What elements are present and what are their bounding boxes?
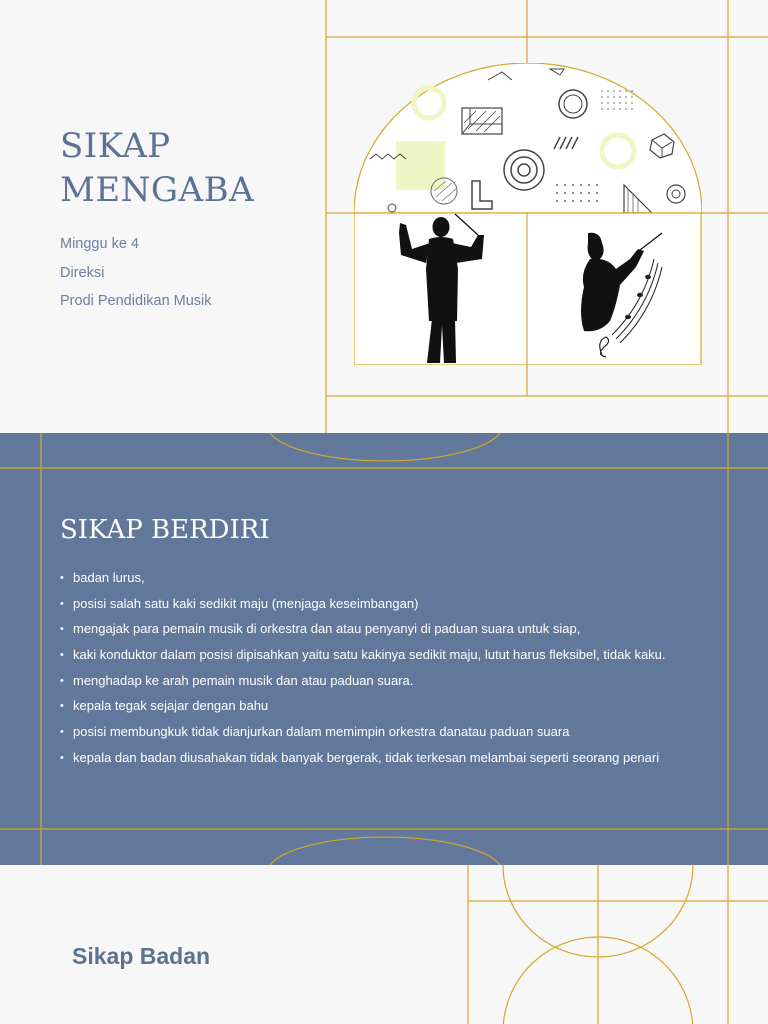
bullet-item: • posisi membungkuk tidak dianjurkan dalam memimpin orkestra danatau paduan suara — [60, 724, 680, 741]
bullet-item: • kepala dan badan diusahakan tidak banyak bergerak, tidak terkesan melambai seperti seorang penari — [60, 750, 680, 767]
bullet-item: • posisi salah satu kaki sedikit maju (menjaga keseimbangan) — [60, 596, 680, 613]
subtitle-program: Prodi Pendidikan Musik — [60, 293, 212, 309]
partial-slide — [0, 865, 768, 1024]
bullet-item: • kepala tegak sejajar dengan bahu — [60, 698, 680, 715]
title-line-2: MENGABA — [60, 170, 255, 210]
bullet-item: • kaki konduktor dalam posisi dipisahkan yaitu satu kakinya sedikit maju, lutut harus fleksibel, tidak kaku. — [60, 647, 680, 664]
illustration — [354, 63, 702, 365]
content-slide — [0, 433, 768, 865]
title-line-1: SIKAP — [60, 126, 171, 166]
subtitle-week: Minggu ke 4 — [60, 236, 139, 252]
bullet-item: • badan lurus, — [60, 570, 680, 587]
subtitle-course: Direksi — [60, 264, 105, 281]
bullet-item: • mengajak para pemain musik di orkestra dan atau penyanyi di paduan suara untuk siap, — [60, 621, 680, 638]
bullet-item: • menghadap ke arah pemain musik dan atau paduan suara. — [60, 673, 680, 690]
geometric-pattern-icon — [354, 63, 702, 213]
bullet-list — [60, 570, 680, 776]
subtitle-list — [60, 230, 212, 316]
section-title: SIKAP BERDIRI — [60, 515, 270, 545]
slide-title — [60, 124, 254, 212]
title-slide — [0, 0, 768, 433]
section-title: Sikap Badan — [72, 943, 211, 969]
